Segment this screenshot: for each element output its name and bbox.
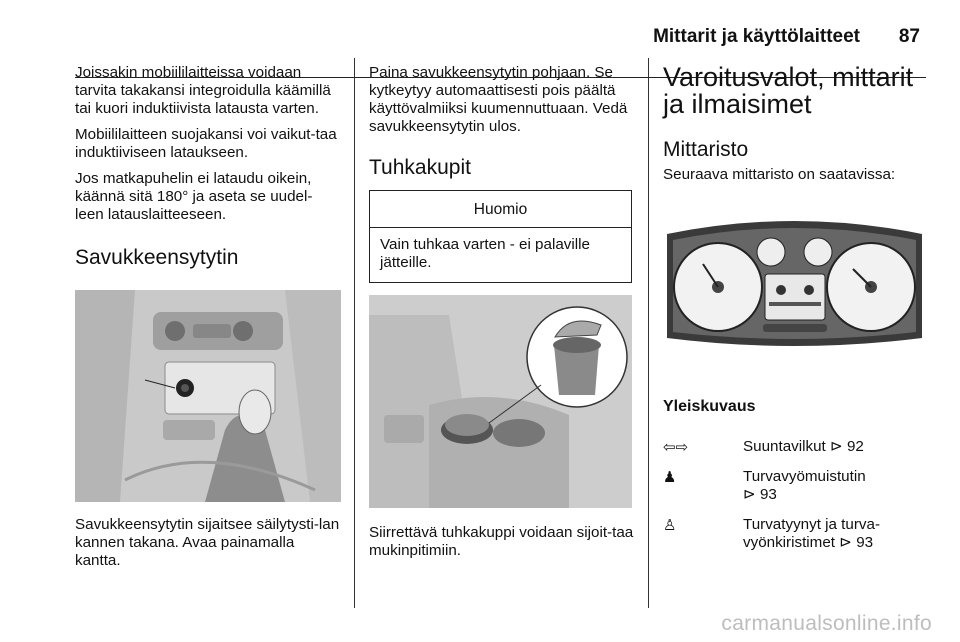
column-3 [663, 64, 929, 554]
paragraph: Paina savukkeensytytin pohjaan. Se kytkeytyy automaattisesti pois päältä käyttövalmiiksi kuumennuttuaan. Vedä savukkeensytytin ulos. [369, 64, 628, 135]
paragraph: Mobiililaitteen suojakansi voi vaikut-taa induktiiviseen lataukseen. [75, 126, 337, 161]
instrument-cluster-illustration [663, 214, 926, 348]
legend-row [663, 516, 929, 552]
legend-label: Turvatyynyt ja turva-vyönkiristimet ⊳ 93 [743, 516, 881, 551]
column-2 [369, 64, 635, 568]
ashtray-illustration [369, 295, 632, 508]
chapter-title: Mittarit ja käyttölaitteet [653, 26, 860, 47]
turn-signal-icon: ⇦⇨ [663, 439, 689, 456]
notice-text: Vain tuhkaa varten - ei palaville jätteille. [380, 236, 590, 271]
legend-label: Suuntavilkut ⊳ 92 [743, 438, 864, 455]
column-1 [75, 64, 341, 578]
reference-arrow-icon: ⊳ [839, 534, 852, 551]
notice-box [369, 190, 632, 283]
column-divider-2 [648, 58, 649, 608]
reference-arrow-icon: ⊳ [829, 438, 843, 455]
paragraph: Jos matkapuhelin ei lataudu oikein, käännä sitä 180° ja aseta se uudel-leen latauslaitteeseen. [75, 170, 313, 223]
page-footer [0, 614, 960, 636]
page-number: 87 [898, 26, 920, 47]
column-divider-1 [354, 58, 355, 608]
chapter-heading: Varoitusvalot, mittarit ja ilmaisimet [663, 62, 914, 119]
legend-label: Turvavyömuistutin ⊳ 93 [743, 468, 866, 503]
legend-row [663, 438, 929, 456]
overview-title: Yleiskuvaus [663, 398, 756, 415]
watermark-text: carmanualsonline.info [721, 612, 932, 635]
figure-caption: Savukkeensytytin sijaitsee säilytysti-lan kannen takana. Avaa painamalla kantta. [75, 516, 340, 569]
paragraph: Joissakin mobiililaitteissa voidaan tarvita takakansi integroidulla käämillä tai kuori induktiivista latausta varten. [75, 64, 331, 117]
legend-row [663, 468, 929, 504]
section-heading: Savukkeensytytin [75, 246, 239, 269]
airbag-icon: ♙ [663, 517, 677, 534]
paragraph: Seuraava mittaristo on saatavissa: [663, 166, 896, 183]
reference-arrow-icon: ⊳ [743, 486, 756, 503]
subsection-heading: Mittaristo [663, 138, 749, 161]
cigarette-lighter-illustration [75, 290, 341, 502]
section-heading: Tuhkakupit [369, 156, 471, 179]
notice-title: Huomio [370, 191, 631, 228]
page-header [0, 26, 960, 54]
figure-caption: Siirrettävä tuhkakuppi voidaan sijoit-taa mukinpitimiin. [369, 524, 634, 559]
seatbelt-reminder-icon: ♟ [663, 469, 677, 486]
